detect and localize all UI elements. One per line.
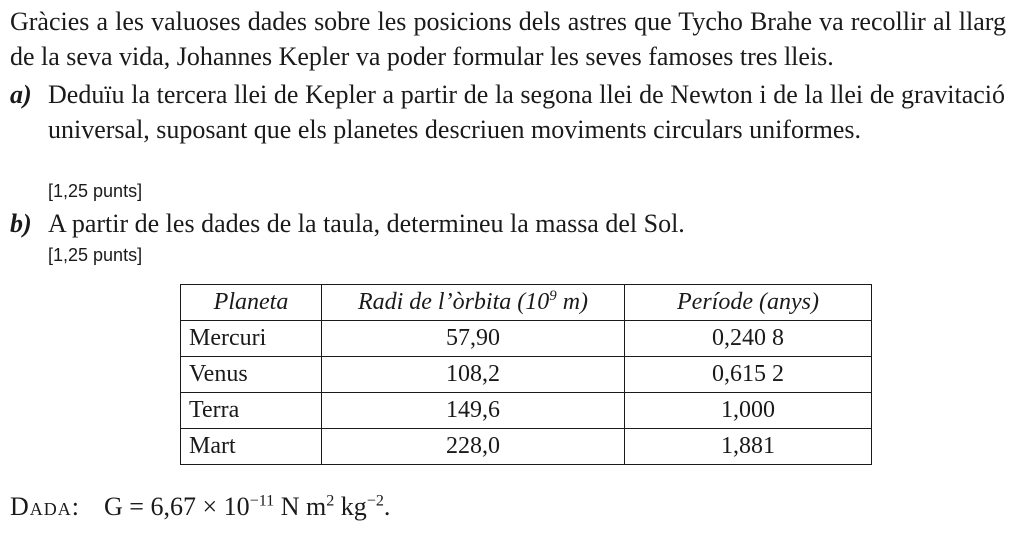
given-data-label: Dada: (10, 492, 80, 521)
cell-period: 1,881 (625, 429, 872, 465)
cell-radius: 57,90 (322, 321, 625, 357)
cell-planet: Terra (181, 393, 322, 429)
table-row (181, 321, 872, 357)
question-a-points: [1,25 punts] (48, 181, 143, 201)
formula-exponent-2: 2 (326, 492, 335, 510)
table-row (181, 393, 872, 429)
question-b-points: [1,25 punts] (48, 245, 143, 265)
header-radius-unit: m) (556, 289, 589, 315)
cell-period: 1,000 (625, 393, 872, 429)
cell-radius: 149,6 (322, 393, 625, 429)
planet-data-table (180, 284, 872, 465)
formula-end: . (383, 492, 391, 521)
cell-radius: 108,2 (322, 357, 625, 393)
cell-planet: Venus (181, 357, 322, 393)
formula-exponent-1: −11 (249, 492, 275, 510)
question-a-letter: a) (10, 80, 32, 109)
cell-period: 0,615 2 (625, 357, 872, 393)
cell-planet: Mercuri (181, 321, 322, 357)
table-header-row (181, 285, 872, 321)
table-row (181, 429, 872, 465)
formula-kg: kg (334, 492, 367, 521)
intro-paragraph: Gràcies a les valuoses dades sobre les posicions dels astres que Tycho Brahe va recollir al llarg de la seva vida, Johannes Kepler va poder formular les seves famoses tres lleis. (10, 7, 1006, 71)
question-a-text: Deduïu la tercera llei de Kepler a partir de la segona llei de Newton i de la llei de gravitació universal, suposant que els planetes descriuen moviments circulars uniformes. (48, 80, 1005, 144)
question-b-text: A partir de les dades de la taula, determineu la massa del Sol. (48, 209, 685, 238)
given-data (10, 489, 390, 524)
formula-mid: N m (274, 492, 327, 521)
formula-exponent-3: −2 (366, 492, 384, 510)
cell-period: 0,240 8 (625, 321, 872, 357)
header-planet: Planeta (181, 285, 322, 321)
formula-base: G = 6,67 × 10 (104, 492, 250, 521)
table-row (181, 357, 872, 393)
header-radius (322, 285, 625, 321)
gravitational-constant-formula (104, 492, 390, 521)
question-b-letter: b) (10, 209, 32, 238)
header-radius-exponent: 9 (549, 288, 557, 304)
header-period: Període (anys) (625, 285, 872, 321)
cell-planet: Mart (181, 429, 322, 465)
cell-radius: 228,0 (322, 429, 625, 465)
header-radius-text: Radi de l’òrbita (10 (357, 289, 550, 315)
